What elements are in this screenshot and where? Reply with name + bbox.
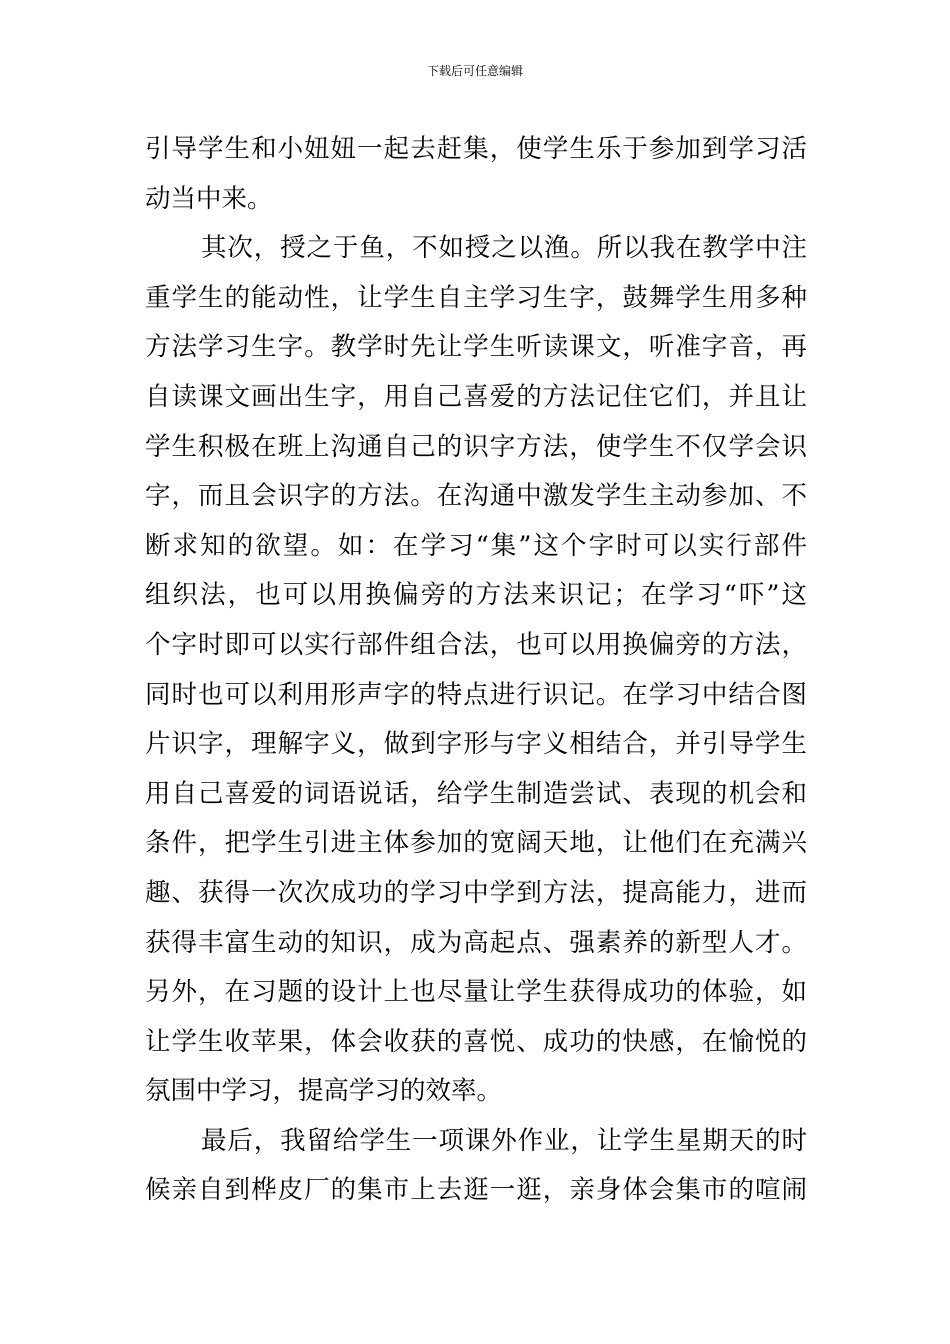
text-line: 氛围中学习，提高学习的效率。	[145, 1076, 503, 1107]
text-line: 断求知的欲望。如：在学习“集”这个字时可以实行部件	[145, 530, 807, 561]
document-body	[145, 125, 807, 1216]
text-line: 重学生的能动性，让学生自主学习生字，鼓舞学生用多种	[145, 282, 807, 313]
text-line: 最后，我留给学生一项课外作业，让学生星期天的时	[201, 1125, 807, 1156]
text-line: 其次，授之于鱼，不如授之以渔。所以我在教学中注	[201, 233, 807, 264]
text-line: 方法学习生字。教学时先让学生听读课文，听准字音，再	[145, 332, 807, 363]
text-line: 同时也可以利用形声字的特点进行识记。在学习中结合图	[145, 679, 807, 710]
text-line: 获得丰富生动的知识，成为高起点、强素养的新型人才。	[145, 927, 807, 958]
text-line: 用自己喜爱的词语说话，给学生制造尝试、表现的机会和	[145, 778, 807, 809]
text-line: 动当中来。	[145, 183, 273, 214]
text-line: 组织法，也可以用换偏旁的方法来识记；在学习“吓”这	[145, 580, 807, 611]
text-line: 字，而且会识字的方法。在沟通中激发学生主动参加、不	[145, 481, 807, 512]
text-line: 让学生收苹果，体会收获的喜悦、成功的快感，在愉悦的	[145, 1026, 807, 1057]
text-line: 候亲自到桦皮厂的集市上去逛一逛，亲身体会集市的喧闹	[145, 1175, 807, 1206]
text-line: 另外，在习题的设计上也尽量让学生获得成功的体验，如	[145, 977, 807, 1008]
page-header: 下载后可任意编辑	[426, 64, 523, 78]
text-line: 自读课文画出生字，用自己喜爱的方法记住它们，并且让	[145, 381, 807, 412]
text-line: 学生积极在班上沟通自己的识字方法，使学生不仅学会识	[145, 431, 807, 462]
text-line: 条件，把学生引进主体参加的宽阔天地，让他们在充满兴	[145, 828, 807, 859]
text-line: 个字时即可以实行部件组合法，也可以用换偏旁的方法，	[145, 629, 807, 660]
text-line: 趣、获得一次次成功的学习中学到方法，提高能力，进而	[145, 877, 807, 908]
text-line: 引导学生和小妞妞一起去赶集，使学生乐于参加到学习活	[145, 134, 807, 164]
text-line: 片识字，理解字义，做到字形与字义相结合，并引导学生	[145, 729, 807, 760]
